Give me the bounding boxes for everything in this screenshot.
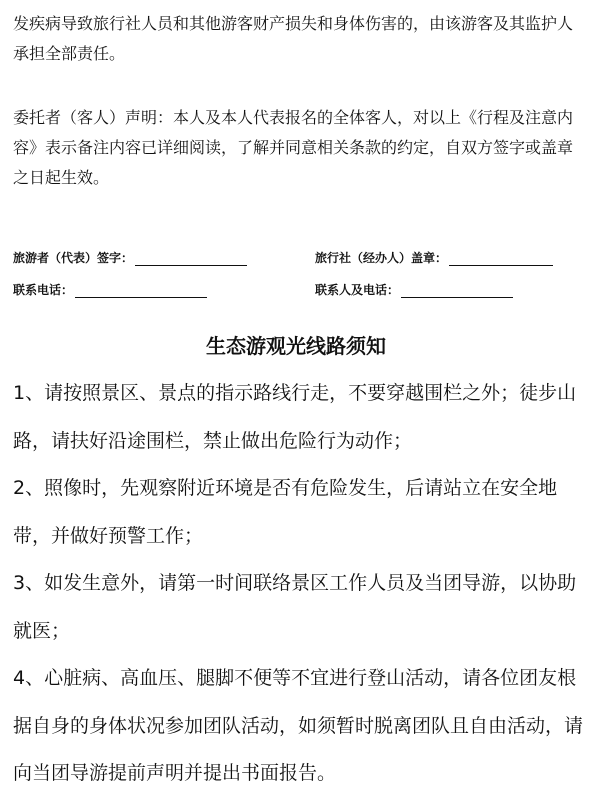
contact-row: [13, 281, 583, 301]
client-declaration-paragraph: 委托者（客人）声明：本人及本人代表报名的全体客人，对以上《行程及注意内容》表示备注内容已详细阅读，了解并同意相关条款的约定，自双方签字或盖章之日起生效。: [13, 108, 574, 187]
tourist-signature-field: [13, 249, 247, 266]
notice-item: 1、请按照景区、景点的指示路线行走，不要穿越围栏之外；徒步山路，请扶好沿途围栏，禁止做出危险行为动作；: [13, 382, 577, 452]
contact-phone-label: 联系电话：: [13, 283, 74, 297]
contact-phone-line[interactable]: [75, 282, 207, 298]
notice-list: [13, 370, 585, 798]
tourist-signature-label: 旅游者（代表）签字：: [13, 251, 134, 265]
contact-person-field: [315, 281, 513, 298]
tourist-signature-line[interactable]: [135, 250, 247, 266]
liability-paragraph: 发疾病导致旅行社人员和其他游客财产损失和身体伤害的，由该游客及其监护人承担全部责任。: [13, 14, 574, 63]
section-title: 生态游观光线路须知: [206, 334, 386, 358]
contact-person-label: 联系人及电话：: [315, 283, 400, 297]
contact-person-line[interactable]: [401, 282, 513, 298]
notice-item: 2、照像时，先观察附近环境是否有危险发生，后请站立在安全地带，并做好预警工作；: [13, 477, 558, 547]
agency-stamp-label: 旅行社（经办人）盖章：: [315, 251, 448, 265]
signature-row: [13, 249, 583, 269]
notice-item: 3、如发生意外，请第一时间联络景区工作人员及当团导游，以协助就医；: [13, 572, 577, 642]
agency-stamp-field: [315, 249, 553, 266]
notice-item: 4、心脏病、高血压、腿脚不便等不宜进行登山活动，请各位团友根据自身的身体状况参加团队活动，如须暂时脱离团队且自由活动，请向当团导游提前声明并提出书面报告。: [13, 667, 584, 784]
agency-stamp-line[interactable]: [449, 250, 553, 266]
contact-phone-field: [13, 281, 207, 298]
